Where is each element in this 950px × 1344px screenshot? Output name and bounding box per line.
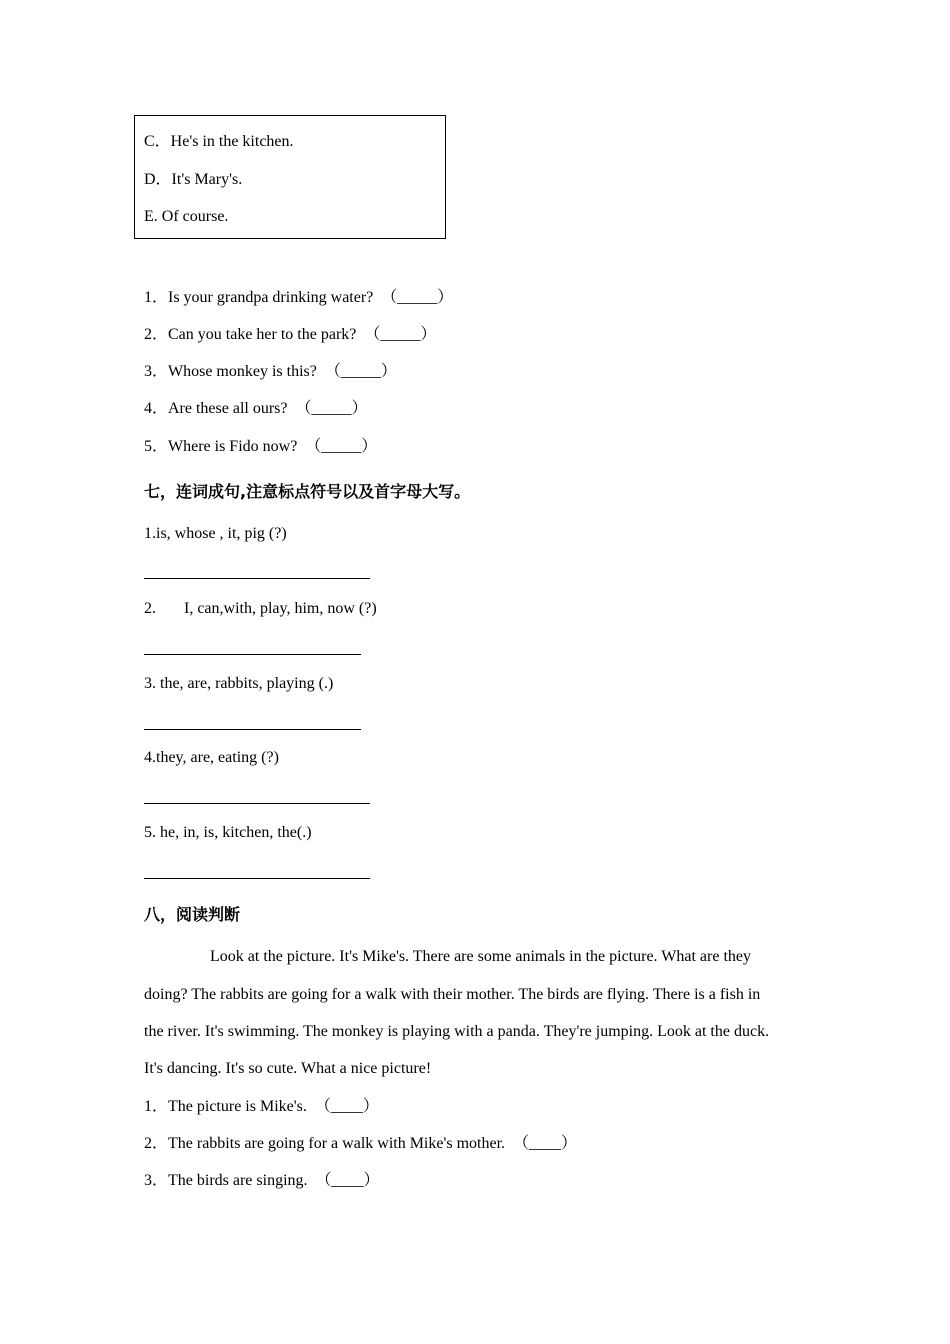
matching-question-2: 2．Can you take her to the park? （_____） xyxy=(144,326,437,343)
sentence-item-1: 1.is, whose , it, pig (?) xyxy=(144,525,287,542)
answer-line-1 xyxy=(144,578,370,579)
option-e: E. Of course. xyxy=(144,208,229,225)
judge-question-3: 3．The birds are singing. （____） xyxy=(144,1172,380,1189)
section-8-heading: 八，阅读判断 xyxy=(144,905,241,924)
sentence-item-3: 3. the, are, rabbits, playing (.) xyxy=(144,675,334,692)
judge-question-2: 2．The rabbits are going for a walk with Mike's mother. （____） xyxy=(144,1135,578,1152)
matching-question-1: 1．Is your grandpa drinking water? （_____） xyxy=(144,289,454,306)
section-7-heading: 七，连词成句,注意标点符号以及首字母大写。 xyxy=(144,482,471,501)
passage-line-2: doing? The rabbits are going for a walk with their mother. The birds are flying. There is a fish in xyxy=(144,986,761,1003)
option-d: D．It's Mary's. xyxy=(144,171,243,188)
sentence-item-2: 2. I, can,with, play, him, now (?) xyxy=(144,600,377,617)
passage-line-1: Look at the picture. It's Mike's. There are some animals in the picture. What are they xyxy=(210,948,751,965)
judge-question-1: 1．The picture is Mike's. （____） xyxy=(144,1098,379,1115)
answer-line-2 xyxy=(144,654,361,655)
matching-question-4: 4．Are these all ours? （_____） xyxy=(144,400,368,417)
matching-question-3: 3．Whose monkey is this? （_____） xyxy=(144,363,397,380)
answer-line-3 xyxy=(144,729,361,730)
answer-options-box xyxy=(134,115,446,239)
passage-line-3: the river. It's swimming. The monkey is playing with a panda. They're jumping. Look at the duck. xyxy=(144,1023,770,1040)
option-c: C．He's in the kitchen. xyxy=(144,133,294,150)
answer-line-5 xyxy=(144,878,370,879)
sentence-item-5: 5. he, in, is, kitchen, the(.) xyxy=(144,824,312,841)
sentence-item-4: 4.they, are, eating (?) xyxy=(144,749,279,766)
passage-line-4: It's dancing. It's so cute. What a nice picture! xyxy=(144,1060,432,1077)
matching-question-5: 5．Where is Fido now? （_____） xyxy=(144,438,378,455)
answer-line-4 xyxy=(144,803,370,804)
